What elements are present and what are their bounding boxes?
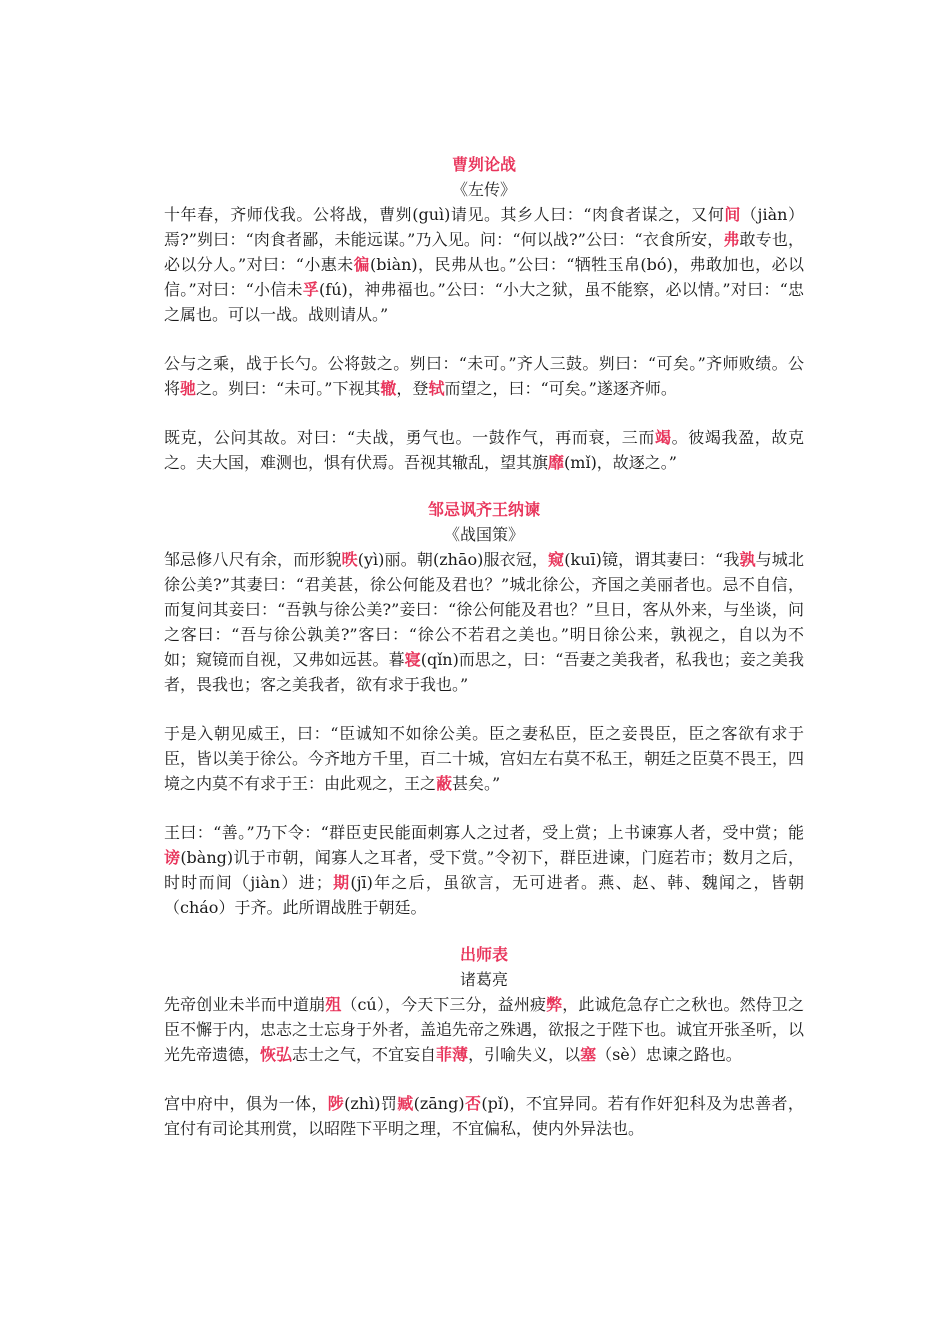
paragraph [164,351,804,401]
text-run: 宫中府中，俱为一体， [164,1094,328,1113]
highlighted-term: 菲薄 [436,1045,469,1064]
section-zou-ji [164,497,804,920]
text-run: (zhì)罚 [344,1094,398,1113]
text-run: 志士之气，不宜妄自 [292,1045,437,1064]
section-title: 曹刿论战 [451,155,516,174]
highlighted-term: 殂 [325,995,342,1014]
document-page [164,152,804,1163]
section-chu-shi-biao [164,942,804,1141]
text-run: (mǐ)，故逐之。” [564,453,677,472]
section-source: 《战国策》 [443,525,524,544]
text-run: 敢专也，必以分人。”对曰：“小惠未 [164,230,804,274]
highlighted-term: 弊 [546,995,563,1014]
text-run: 与城北徐公美?”其妻曰：“君美甚，徐公何能及君也？”城北徐公，齐国之美丽者也。忌不自信，而复问其妾曰：“吾孰与徐公美?”妾曰：“徐公何能及君也？”旦日，客从外来，与坐谈，问之客曰：“吾与徐公孰美?”客曰：“徐公不若君之美也。”明日徐公来，孰视之，自以为不如；窥镜而自视，又弗如远甚。暮 [164,550,804,669]
highlighted-term: 靡 [548,453,565,472]
text-run: 既克，公问其故。对曰：“夫战，勇气也。一鼓作气，再而衰，三而 [164,428,655,447]
text-run: (pǐ)，不宜异同。若有作奸犯科及为忠善者，宜付有司论其刑赏，以昭陛下平明之理，不宜偏私，使内外异法也。 [164,1094,804,1138]
text-run: (bàng)讥于市朝，闻寡人之耳者，受下赏。”令初下，群臣进谏，门庭若市；数月之后，时时而间（jiàn）进； [164,848,804,892]
highlighted-term: 谤 [164,848,181,867]
section-source: 《左传》 [451,180,516,199]
text-run: (fú)，神弗福也。”公曰：“小大之狱，虽不能察，必以情。”对曰：“忠之属也。可以一战。战则请从。” [164,280,804,324]
paragraph [164,547,804,697]
text-run: （jiàn）焉?”刿曰：“肉食者鄙，未能远谋。”乃入见。问：“何以战?”公曰：“衣食所安， [164,205,804,249]
highlighted-term: 恢弘 [260,1045,293,1064]
text-run: 先帝创业未半而中道崩 [164,995,326,1014]
section-source: 诸葛亮 [459,970,508,989]
text-run: 之。刿曰：“未可。”下视其 [196,379,381,398]
highlighted-term: 臧 [397,1094,414,1113]
text-run: ，引喻失义，以 [468,1045,581,1064]
text-run: (biàn)，民弗从也。”公曰：“牺牲玉帛(bó)，弗敢加也，必以信。”对曰：“小信未 [164,255,804,299]
highlighted-term: 间 [724,205,741,224]
section-cao-gui [164,152,804,475]
section-title: 出师表 [459,945,508,964]
paragraph [164,721,804,796]
text-run: (kuī)镜，谓其妻曰：“我 [564,550,740,569]
highlighted-term: 塞 [580,1045,597,1064]
paragraph [164,425,804,475]
text-run: （cú），今天下三分，益州疲 [341,995,547,1014]
paragraph [164,820,804,920]
text-run: 甚矣。” [452,774,501,793]
text-run: ，此诚危急存亡之秋也。然侍卫之臣不懈于内，忠志之士忘身于外者，盖追先帝之殊遇，欲报之于陛下也。诚宜开张圣听，以光先帝遗德， [164,995,805,1064]
highlighted-term: 孰 [739,550,756,569]
text-run: 王曰：“善。”乃下令：“群臣吏民能面刺寡人之过者，受上赏；上书谏寡人者，受中赏；能 [164,823,804,842]
highlighted-term: 陟 [327,1094,345,1113]
highlighted-term: 窥 [548,550,565,569]
paragraph [164,202,804,327]
text-run: ，登 [396,379,429,398]
text-run: (qǐn)而思之，曰：“吾妻之美我者，私我也；妾之美我者，畏我也；客之美我者，欲有求于我也。” [164,650,804,694]
highlighted-term: 驰 [180,379,197,398]
text-run: （sè）忠谏之路也。 [596,1045,742,1064]
highlighted-term: 孚 [302,280,320,299]
text-run: 于是入朝见威王，曰：“臣诚知不如徐公美。臣之妻私臣，臣之妾畏臣，臣之客欲有求于臣，皆以美于徐公。今齐地方千里，百二十城，宫妇左右莫不私王，朝廷之臣莫不畏王，四境之内莫不有求于王：由此观之，王之 [164,724,805,793]
highlighted-term: 辙 [380,379,397,398]
highlighted-term: 否 [464,1094,482,1113]
text-run: 。彼竭我盈，故克之。夫大国，难测也，惧有伏焉。吾视其辙乱，望其旗 [164,428,804,472]
paragraph [164,992,804,1067]
text-run: (jī)年之后，虽欲言，无可进者。燕、赵、韩、魏闻之，皆朝（cháo）于齐。此所谓战胜于朝廷。 [164,873,804,917]
text-run: (yì)丽。朝(zhāo)服衣冠， [357,550,549,569]
section-title: 邹忌讽齐王纳谏 [427,500,540,519]
highlighted-term: 轼 [428,379,445,398]
text-run: 公与之乘，战于长勺。公将鼓之。刿曰：“未可。”齐人三鼓。刿曰：“可矣。”齐师败绩。公将 [164,354,804,398]
text-run: 而望之，曰：“可矣。”遂逐齐师。 [444,379,677,398]
text-run: (zāng) [413,1094,465,1113]
text-run: 邹忌修八尺有余，而形貌 [164,550,342,569]
highlighted-term: 期 [331,873,351,892]
highlighted-term: 昳 [341,550,358,569]
highlighted-term: 寝 [404,650,421,669]
highlighted-term: 竭 [654,428,672,447]
highlighted-term: 蔽 [436,774,453,793]
text-run: 十年春，齐师伐我。公将战，曹刿(guì)请见。其乡人曰：“肉食者谋之，又何 [164,205,725,224]
highlighted-term: 弗 [723,230,740,249]
paragraph [164,1091,804,1141]
highlighted-term: 徧 [353,255,370,274]
